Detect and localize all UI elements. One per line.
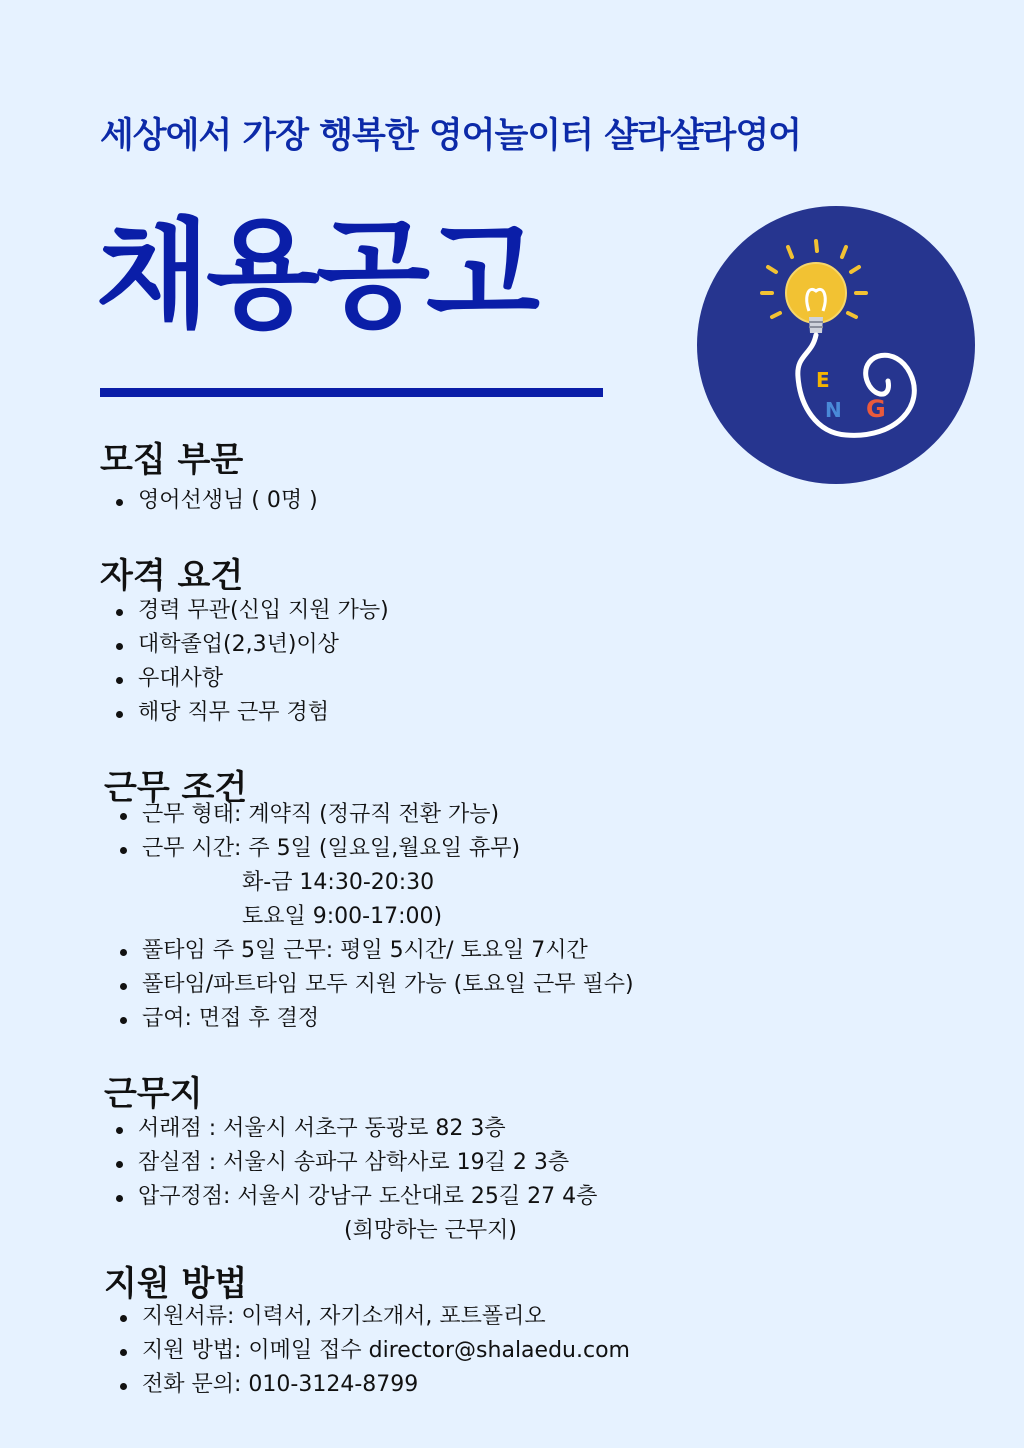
seorae-branch-item: 서래점 : 서울시 서초구 동광로 82 3층: [114, 1112, 597, 1146]
qualification-list: [114, 594, 389, 730]
documents-item: 지원서류: 이력서, 자기소개서, 포트폴리오: [118, 1300, 630, 1334]
list-item: 경력 무관(신입 지원 가능): [114, 594, 389, 628]
apply-method-item: 지원 방법: 이메일 접수 director@shalaedu.com: [118, 1334, 630, 1368]
list-item: 영어선생님 ( 0명 ): [114, 484, 318, 518]
letter-g: G: [866, 395, 886, 423]
preferred-location-note: (희망하는 근무지): [344, 1218, 517, 1243]
letter-n: N: [825, 398, 842, 422]
location-list: [114, 1112, 597, 1248]
list-item: 해당 직무 근무 경험: [114, 696, 389, 730]
qualification-heading: 자격 요건: [100, 556, 244, 596]
page-title: 채용공고: [96, 206, 536, 344]
apply-list: [118, 1300, 630, 1402]
conditions-list: [118, 798, 634, 1036]
fulltime-item: 풀타임 주 5일 근무: 평일 5시간/ 토요일 7시간: [118, 934, 634, 968]
conditions-heading: 근무 조건: [104, 768, 248, 808]
phone-item: 전화 문의: 010-3124-8799: [118, 1368, 630, 1402]
weekday-hours-line: 화-금 14:30-20:30: [242, 870, 435, 895]
recruit-list: [114, 484, 318, 518]
salary-item: 급여: 면접 후 결정: [118, 1002, 634, 1036]
location-heading: 근무지: [104, 1074, 203, 1114]
parttime-item: 풀타임/파트타임 모두 지원 가능 (토요일 근무 필수): [118, 968, 634, 1002]
list-item: 우대사항: [114, 662, 389, 696]
work-hours-item: 근무 시간: 주 5일 (일요일,월요일 휴무): [118, 832, 634, 866]
saturday-hours-line: 토요일 9:00-17:00): [242, 904, 443, 929]
employment-type-item: 근무 형태: 계약직 (정규직 전환 가능): [118, 798, 634, 832]
apgujeong-branch-item: 압구정점: 서울시 강남구 도산대로 25길 27 4층: [114, 1180, 597, 1214]
letter-e: E: [816, 368, 830, 392]
apply-heading: 지원 방법: [104, 1264, 248, 1304]
emblem-circle: [697, 206, 975, 484]
recruit-heading: 모집 부문: [100, 440, 244, 480]
lightbulb-eng-emblem: [696, 205, 976, 485]
jamsil-branch-item: 잠실점 : 서울시 송파구 삼학사로 19길 2 3층: [114, 1146, 597, 1180]
page-subtitle: 세상에서 가장 행복한 영어놀이터 샬라샬라영어: [100, 116, 801, 156]
list-item: 대학졸업(2,3년)이상: [114, 628, 389, 662]
title-divider: [100, 388, 603, 397]
